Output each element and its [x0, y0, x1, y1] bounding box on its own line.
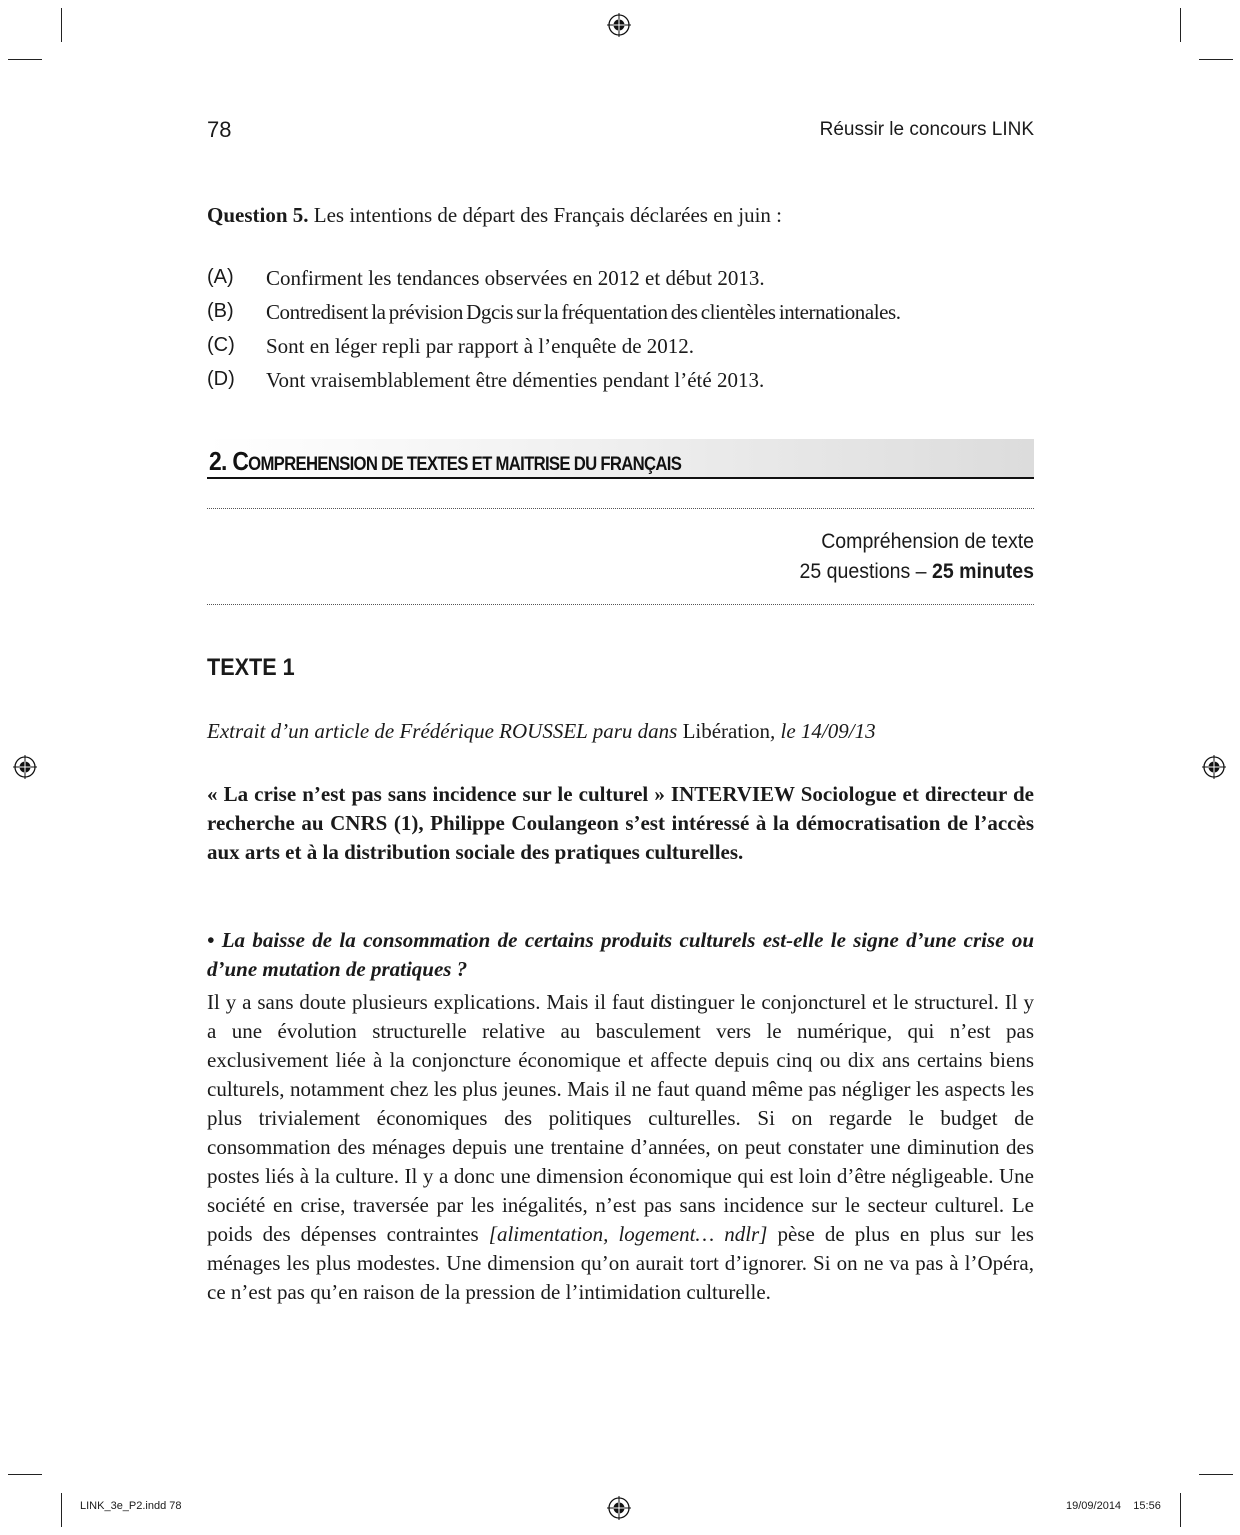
crop-mark-right-top	[1199, 59, 1233, 60]
comprehension-subtitle: Compréhension de texte	[821, 530, 1034, 553]
option-text: Sont en léger repli par rapport à l’enquête de 2012.	[266, 334, 695, 358]
crop-mark-top-left	[61, 8, 62, 42]
option-d	[207, 368, 1034, 402]
article-body: Il y a sans doute plusieurs explications. Mais il faut distinguer le conjoncturel et le structurel. Il y a une évolution structurelle relative au basculement vers le numérique, qui n’est pas exclusivement liée à la conjoncture économique et affecte depuis cinq ou dix ans certains biens culturels, notamment chez les plus jeunes. Mais il ne faut quand même pas négliger les aspects les plus trivialement économiques des politiques culturelles. Si on regarde le budget de consommation des ménages depuis une trentaine d’années, on peut constater une diminution des postes liés à la culture. Il y a donc une dimension économique qui est loin d’être négligeable. Une société en crise, traversée par les inégalités, n’est pas sans incidence sur le secteur culturel. Le poids des dépenses contraintes [alimentation, logement… ndlr] pèse de plus en plus sur les ménages les plus modestes. Une dimension qu’on aurait tort d’ignorer. Si on ne va pas à l’Opéra, ce n’est pas qu’en raison de la pression de l’intimidation culturelle.	[207, 990, 1034, 1304]
registration-mark-icon	[1202, 755, 1226, 779]
crop-mark-top-right	[1180, 8, 1181, 42]
page-number: 78	[207, 117, 232, 142]
registration-mark-icon	[13, 755, 37, 779]
crop-mark-right-bottom	[1199, 1474, 1233, 1475]
option-letter: (D)	[207, 368, 235, 390]
slug-datetime: 19/09/2014 15:56	[1066, 1500, 1161, 1512]
question-text: Les intentions de départ des Français déclarées en juin :	[308, 203, 783, 227]
question-label: Question 5.	[207, 203, 309, 227]
option-letter: (B)	[207, 300, 234, 322]
section-heading	[207, 439, 1034, 479]
comprehension-info	[207, 527, 1034, 587]
section-number: 2. C	[209, 446, 249, 476]
option-c	[207, 334, 1034, 368]
option-letter: (C)	[207, 334, 235, 356]
option-a	[207, 266, 1034, 300]
question-prompt	[207, 203, 1034, 228]
comprehension-duration: 25 minutes	[931, 560, 1034, 583]
publication-name: Libération	[682, 719, 771, 743]
crop-mark-left-bottom	[8, 1474, 42, 1475]
section-title	[209, 446, 681, 477]
dotted-divider	[207, 508, 1034, 509]
crop-mark-bottom-left	[61, 1493, 62, 1527]
running-header	[207, 117, 1034, 143]
comprehension-count: 25 questions – 25 minutes	[799, 560, 1034, 583]
option-text: Confirment les tendances observées en 2012 et début 2013.	[266, 266, 765, 290]
slug-file: LINK_3e_P2.indd 78	[80, 1500, 182, 1512]
crop-mark-left-top	[8, 59, 42, 60]
option-text: Contredisent la prévision Dgcis sur la fréquentation des clientèles internationales.	[266, 300, 901, 324]
dotted-divider	[207, 604, 1034, 605]
crop-mark-bottom-right	[1180, 1493, 1181, 1527]
article-lead: « La crise n’est pas sans incidence sur le culturel » INTERVIEW Sociologue et directeur de recherche au CNRS (1), Philippe Coulangeon s’est intéressé à la démocratisation de l’accès aux arts et à la distribution sociale des pratiques culturelles.	[207, 782, 1034, 864]
option-letter: (A)	[207, 266, 234, 288]
registration-mark-icon	[607, 1496, 631, 1520]
article-source: Extrait d’un article de Frédérique ROUSSEL paru dans Libération, le 14/09/13	[207, 719, 876, 743]
section-title-text: OMPREHENSION DE TEXTES ET MAITRISE DU FRANÇAIS	[248, 454, 682, 475]
option-b	[207, 300, 1034, 334]
texte-heading: TEXTE 1	[207, 654, 295, 681]
registration-mark-icon	[607, 13, 631, 37]
book-title: Réussir le concours LINK	[819, 119, 1034, 140]
interview-question: • La baisse de la consommation de certains produits culturels est-elle le signe d’une crise ou d’une mutation de pratiques ?	[207, 928, 1034, 981]
option-text: Vont vraisemblablement être démenties pendant l’été 2013.	[266, 368, 765, 392]
editor-note: [alimentation, logement… ndlr]	[488, 1222, 768, 1246]
answer-options	[207, 266, 1034, 402]
